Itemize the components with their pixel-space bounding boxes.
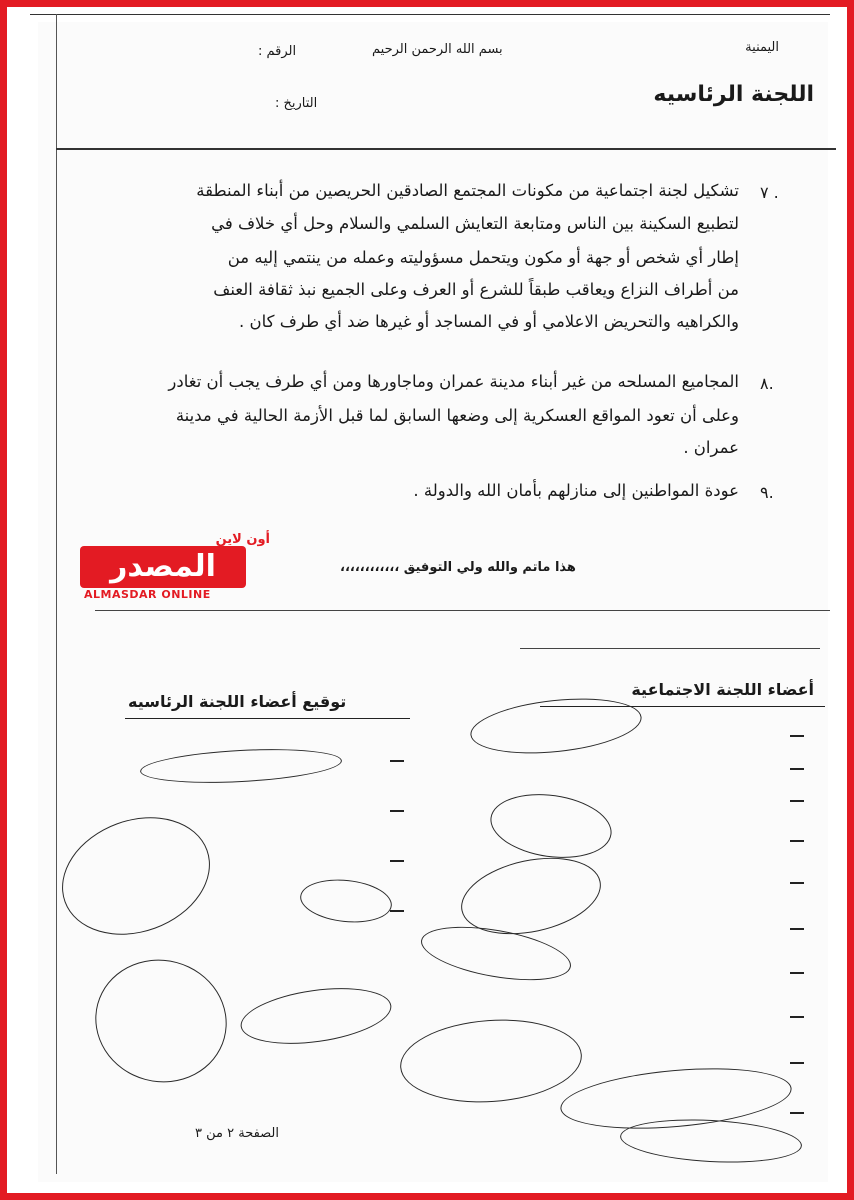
row-dash	[390, 910, 404, 912]
table-left-header: توقيع أعضاء اللجنة الرئاسيه	[128, 692, 347, 711]
logo-online-text: أون لاين	[215, 532, 270, 547]
row-dash	[790, 972, 804, 974]
header-number-label: الرقم :	[258, 44, 297, 59]
page-number: الصفحة ٢ من ٣	[195, 1126, 280, 1141]
item-8-line-3: عمران .	[683, 438, 739, 457]
item-8-line-2: وعلى أن تعود المواقع العسكرية إلى وضعها السابق لما قبل الأزمة الحالية في مدينة	[175, 406, 739, 425]
row-dash	[790, 768, 804, 770]
row-dash	[790, 840, 804, 842]
row-dash	[790, 928, 804, 930]
item-7-line-4: من أطراف النزاع ويعاقب طبقاً للشرع أو العرف وعلى الجميع نبذ ثقافة العنف	[213, 280, 739, 299]
left-header-underline	[125, 718, 410, 719]
separator-line-2	[520, 648, 820, 649]
row-dash	[390, 810, 404, 812]
row-dash	[790, 735, 804, 737]
separator-line-1	[95, 610, 830, 611]
almasdar-online-logo	[70, 532, 270, 604]
row-dash	[790, 1112, 804, 1114]
closing-line: هذا ماتم والله ولي التوفيق ،،،،،،،،،،،،	[340, 560, 576, 575]
row-dash	[790, 1016, 804, 1018]
left-margin-rule	[56, 14, 57, 1174]
item-7-line-5: والكراهيه والتحريض الاعلامي أو في المساجد أو غيرها ضد أي طرف كان .	[239, 312, 739, 331]
header-basmala: بسم الله الرحمن الرحيم	[372, 42, 503, 57]
header-date-label: التاريخ :	[275, 96, 318, 111]
item-7-line-3: إطار أي شخص أو جهة أو مكون ويتحمل مسؤوليته وعمله من ينتمي إليه من	[227, 248, 739, 267]
logo-latin-text: ALMASDAR ONLINE	[84, 588, 211, 601]
row-dash	[390, 860, 404, 862]
top-rule	[30, 14, 830, 15]
item-7-line-2: لتطبيع السكينة بين الناس ومتابعة التعايش السلمي والسلام وحل أي خلاف في	[211, 214, 739, 233]
item-9-line-1: عودة المواطنين إلى منازلهم بأمان الله والدولة .	[413, 481, 739, 500]
row-dash	[790, 1062, 804, 1064]
item-7-line-1: تشكيل لجنة اجتماعية من مكونات المجتمع الصادقين الحريصين من أبناء المنطقة	[196, 181, 739, 200]
item-8-number: ٨.	[760, 374, 774, 393]
header-country: اليمنية	[745, 40, 779, 55]
row-dash	[790, 882, 804, 884]
table-right-header: أعضاء اللجنة الاجتماعية	[631, 680, 814, 699]
header-divider	[56, 148, 836, 150]
item-9-number: ٩.	[760, 483, 774, 502]
item-7-number: ٧ .	[760, 183, 779, 202]
header-committee-title: اللجنة الرئاسيه	[653, 82, 814, 107]
logo-name: المصدر	[80, 546, 246, 588]
item-8-line-1: المجاميع المسلحه من غير أبناء مدينة عمران وماجاورها ومن أي طرف يجب أن تغادر	[168, 372, 739, 391]
row-dash	[390, 760, 404, 762]
row-dash	[790, 800, 804, 802]
